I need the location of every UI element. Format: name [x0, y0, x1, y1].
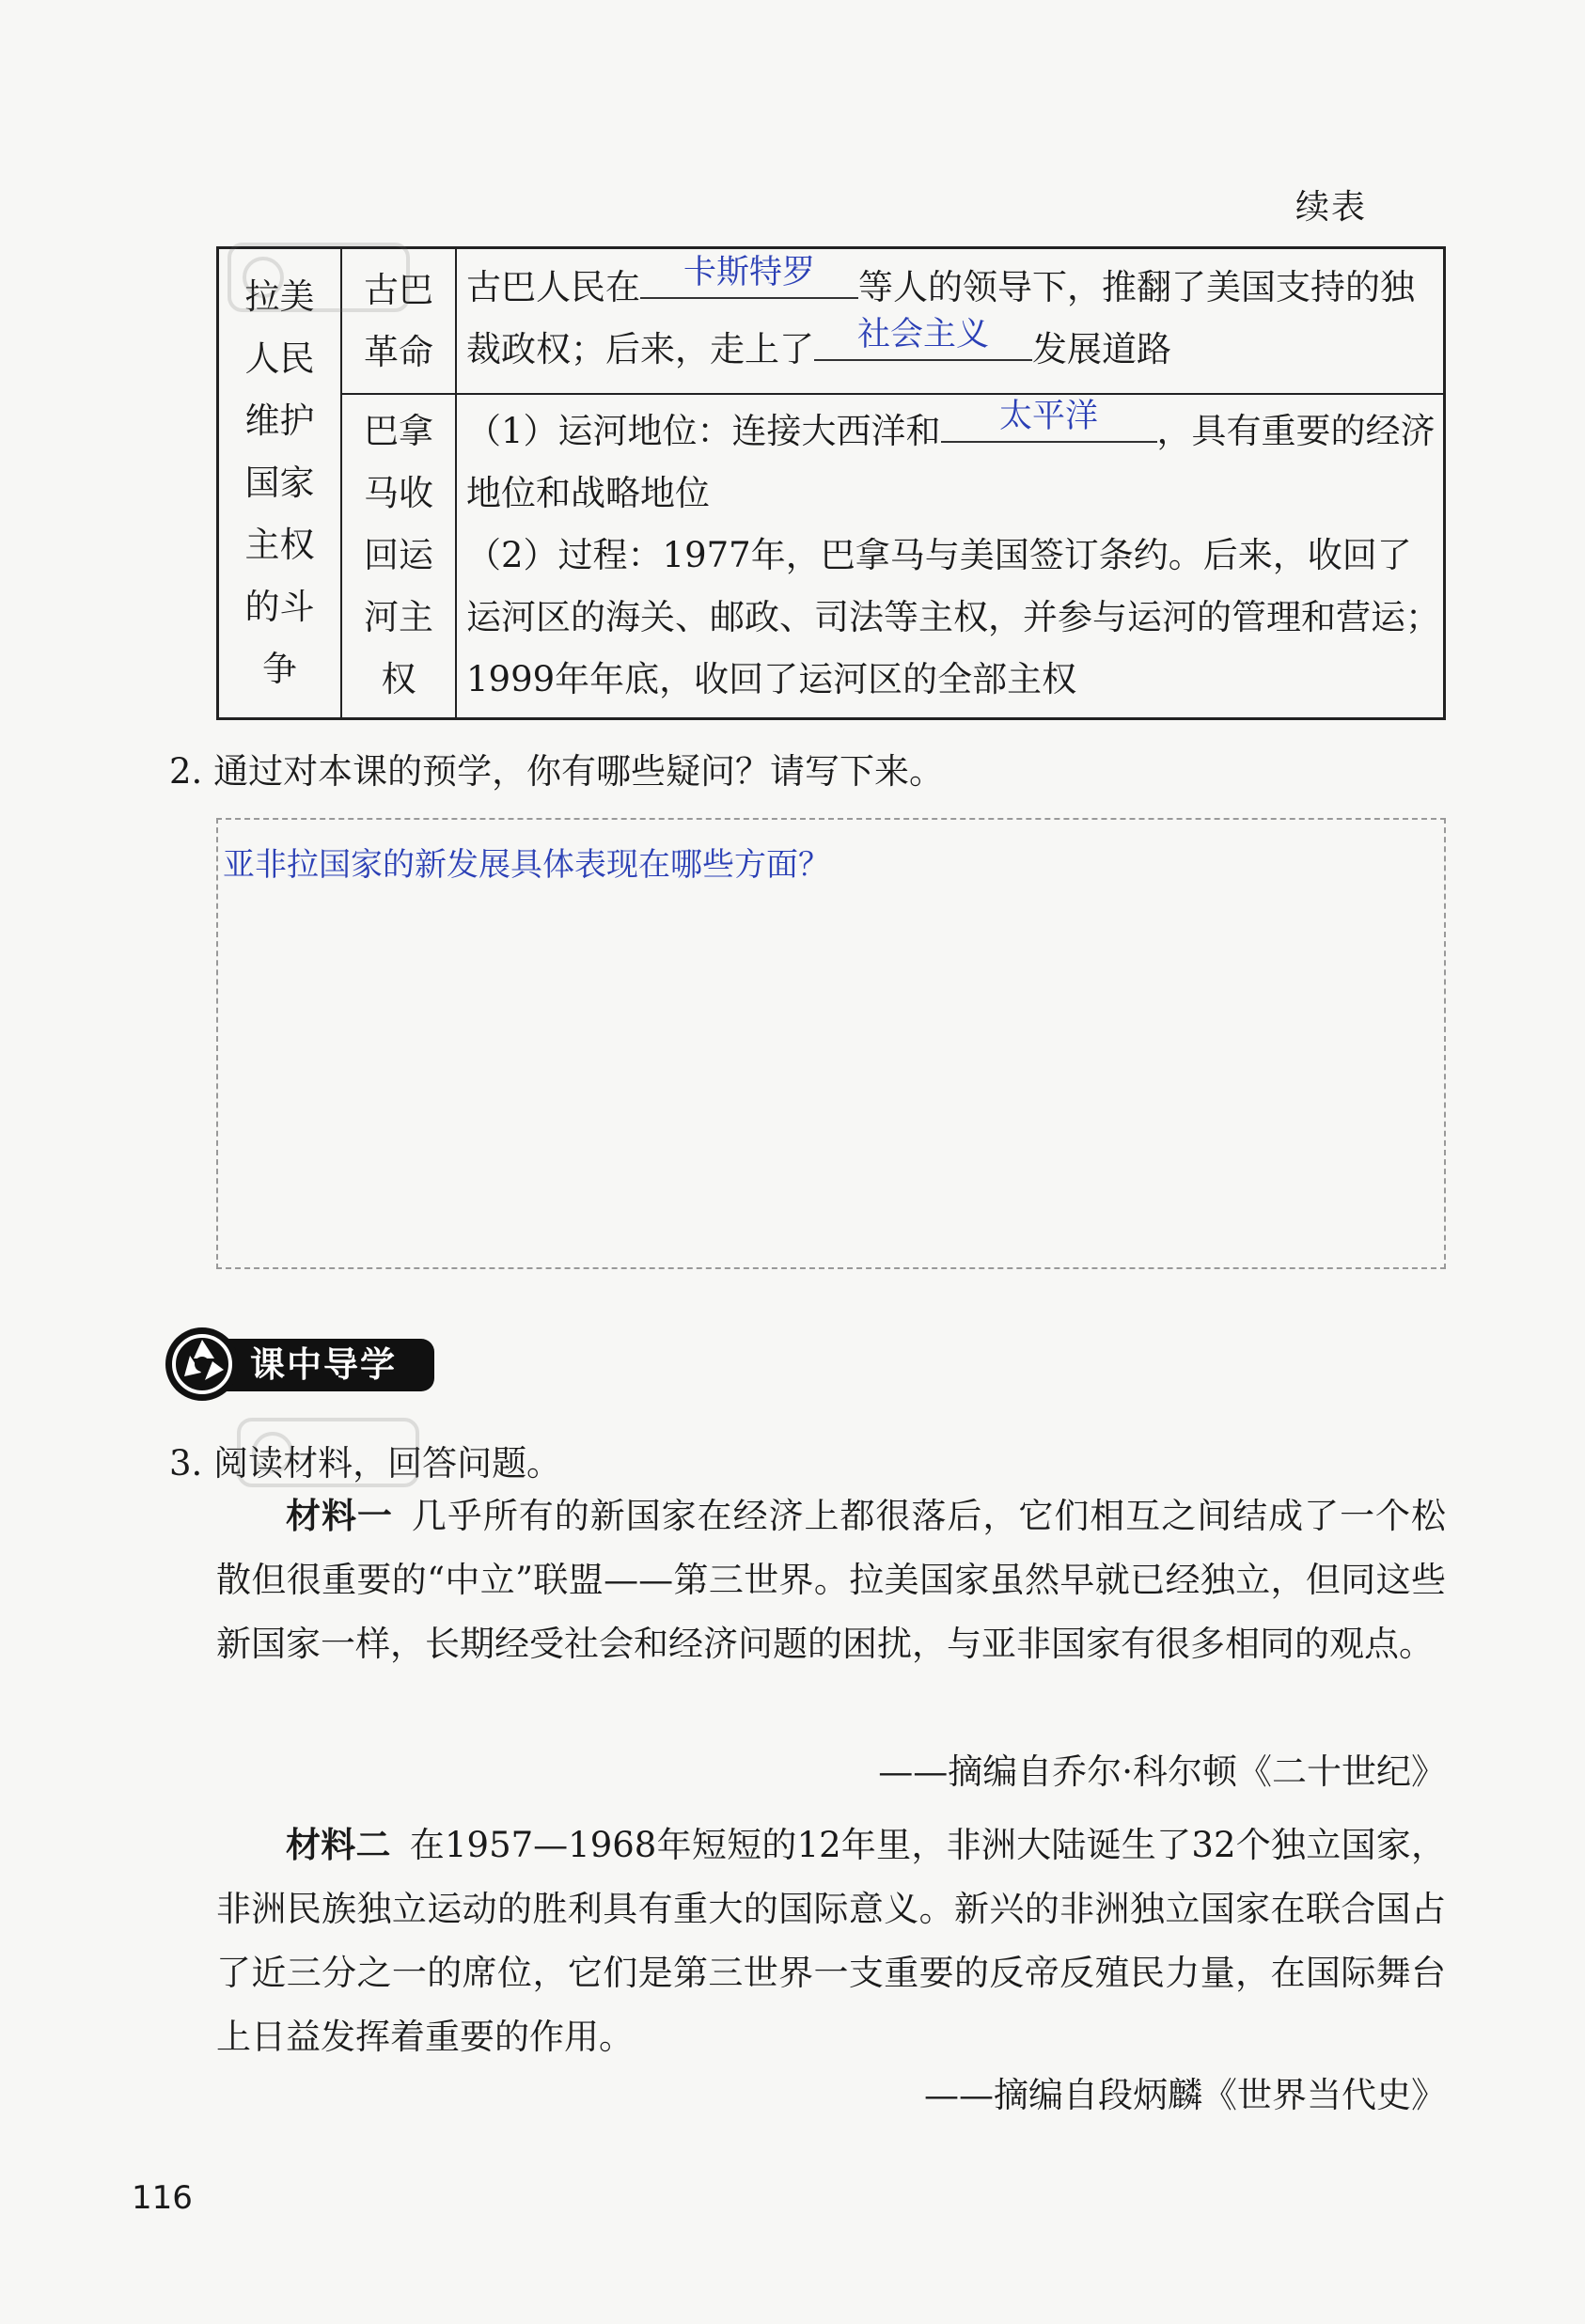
watermark-logo: [226, 235, 414, 320]
material-text: 在1957—1968年短短的12年里，非洲大陆诞生了32个独立国家，非洲民族独立运动的胜利具有重大的国际意义。新兴的非洲独立国家在联合国占了近三分之一的席位，它们是第三世界一支重要的反帝反殖民力量，在国际舞台上日益发挥着重要的作用。: [216, 1825, 1446, 2057]
row-label-line: 马收: [364, 472, 433, 513]
section-icon: [165, 1327, 239, 1401]
row-label-line: 古巴: [364, 269, 433, 310]
group-label-line: 主权: [244, 525, 315, 565]
question-3: 3. 阅读材料，回答问题。: [169, 1443, 562, 1484]
handwritten-answer: 卡斯特罗: [683, 254, 815, 291]
row-content-cell: [457, 393, 1446, 717]
section-heading: [165, 1327, 436, 1401]
content-text: （2）过程：1977年，巴拿马与美国签订条约。后来，收回了运河区的海关、邮政、司法等主权，并参与运河的管理和营运；1999年年底，收回了运河区的全部主权: [466, 535, 1440, 699]
fill-blank[interactable]: [640, 254, 858, 299]
row-label-line: 权: [381, 658, 416, 699]
row-label-line: 回运: [364, 534, 433, 575]
material-2: [216, 1813, 1446, 2069]
row-label-line: 革命: [364, 331, 433, 372]
handwritten-answer: 太平洋: [999, 398, 1099, 435]
content-text: 古巴人民在: [466, 267, 640, 307]
row-label-cell: [342, 393, 457, 717]
content-text: 等人的领导下，推翻了美国支持的独裁政权；后来，走上了: [466, 267, 1415, 369]
table-row-cuba: [342, 249, 1446, 395]
group-label-line: 维护: [244, 400, 315, 441]
material-lead: 材料二: [286, 1824, 391, 1865]
row-label-line: 巴拿: [364, 410, 433, 451]
group-label-line: 拉美: [244, 276, 315, 317]
group-label-line: 国家: [244, 463, 315, 503]
watermark-logo: [235, 1410, 423, 1495]
material-1: [216, 1484, 1446, 1676]
content-text: 发展道路: [1032, 329, 1171, 369]
material-text: 几乎所有的新国家在经济上都很落后，它们相互之间结成了一个松散但很重要的“中立”联盟——第三世界。拉美国家虽然早就已经独立，但同这些新国家一样，长期经受社会和经济问题的困扰，与亚非国家有很多相同的观点。: [216, 1496, 1447, 1664]
content-text: （1）运河地位：连接大西洋和: [466, 411, 941, 451]
material-source: ——摘编自段炳麟《世界当代史》: [924, 2075, 1446, 2115]
fill-blank[interactable]: [814, 316, 1032, 361]
material-source: ——摘编自乔尔·科尔顿《二十世纪》: [878, 1751, 1446, 1792]
row-content-cell: [457, 249, 1446, 393]
question-2: 2. 通过对本课的预学，你有哪些疑问？请写下来。: [169, 751, 945, 792]
answer-area[interactable]: [216, 818, 1446, 1269]
handwritten-answer: 亚非拉国家的新发展具体表现在哪些方面？: [223, 846, 830, 884]
fill-blank[interactable]: [941, 398, 1157, 443]
page-number: 116: [132, 2179, 193, 2217]
table-row-panama: [342, 393, 1446, 717]
row-label-line: 河主: [364, 596, 433, 637]
continued-label: 续表: [1295, 188, 1367, 227]
material-lead: 材料一: [286, 1495, 393, 1536]
group-label-line: 争: [262, 649, 297, 689]
group-label-line: 人民: [244, 338, 315, 379]
group-label-line: 的斗: [244, 587, 315, 627]
section-title: 课中导学: [250, 1344, 397, 1385]
handwritten-answer: 社会主义: [856, 316, 989, 353]
content-text: ，具有重要的经济地位和战略地位: [466, 411, 1436, 513]
